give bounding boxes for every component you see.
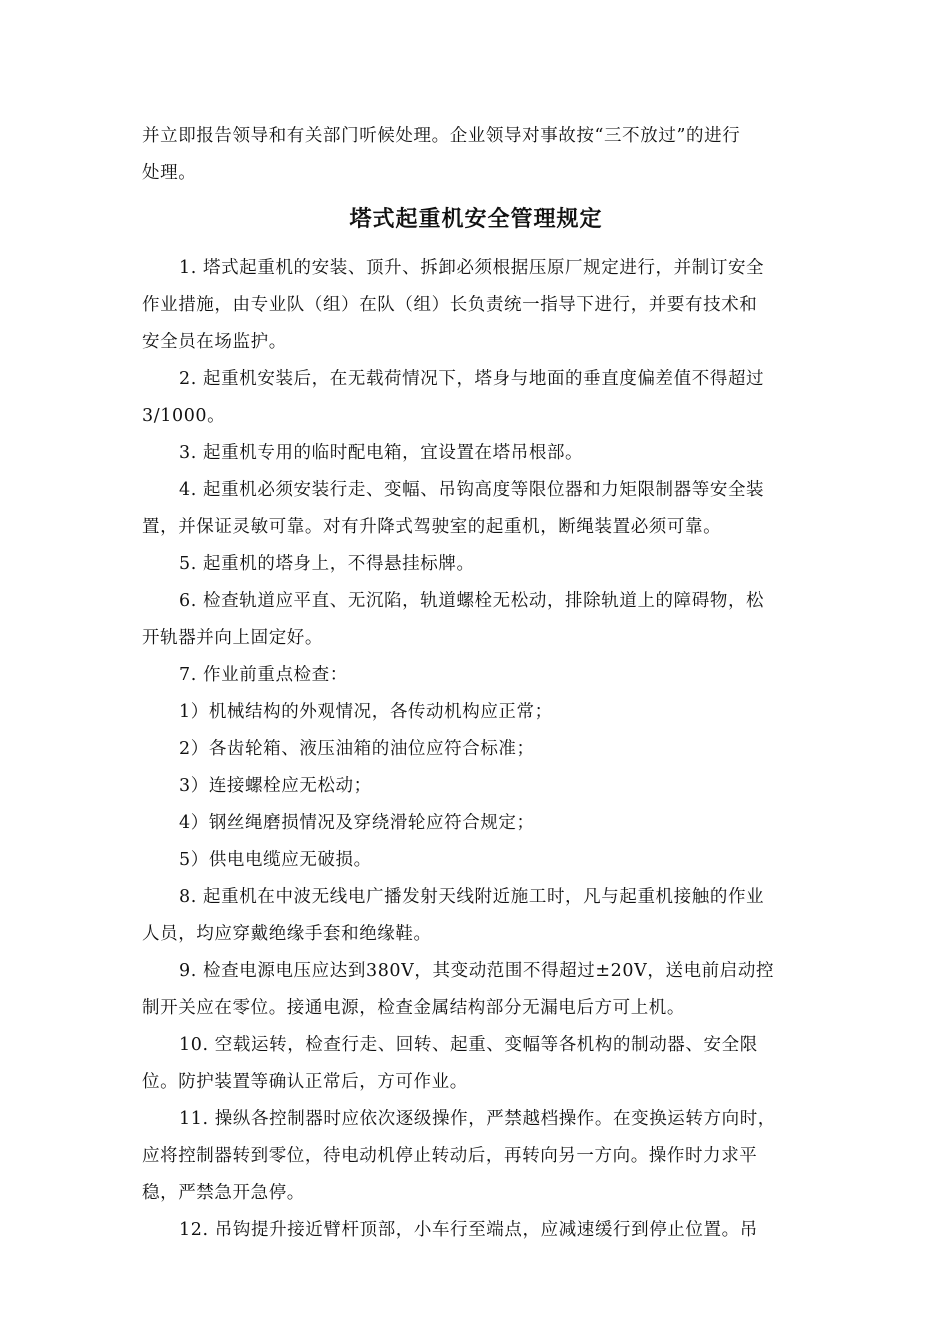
regulation-line: 制开关应在零位。接通电源，检查金属结构部分无漏电后方可上机。: [142, 998, 685, 1018]
regulation-line: 4. 起重机必须安装行走、变幅、吊钩高度等限位器和力矩限制器等安全装: [179, 480, 765, 500]
regulation-line: 2. 起重机安装后，在无载荷情况下，塔身与地面的垂直度偏差值不得超过: [179, 369, 765, 389]
document-body: [142, 118, 810, 1249]
regulation-line: 稳，严禁急开急停。: [142, 1183, 305, 1203]
regulation-line: 5）供电电缆应无破损。: [179, 850, 372, 870]
regulation-line: 安全员在场监护。: [142, 332, 287, 352]
regulation-line: 12. 吊钩提升接近臂杆顶部，小车行至端点，应减速缓行到停止位置。吊: [179, 1220, 758, 1240]
regulation-line: 置，并保证灵敏可靠。对有升降式驾驶室的起重机，断绳装置必须可靠。: [142, 517, 722, 537]
regulation-line: 1. 塔式起重机的安装、顶升、拆卸必须根据压原厂规定进行，并制订安全: [179, 258, 765, 278]
regulation-line: 5. 起重机的塔身上，不得悬挂标牌。: [179, 554, 475, 574]
intro-line: 处理。: [142, 163, 197, 183]
regulation-line: 4）钢丝绳磨损情况及穿绕滑轮应符合规定；: [179, 813, 535, 833]
regulation-line: 10. 空载运转，检查行走、回转、起重、变幅等各机构的制动器、安全限: [179, 1035, 758, 1055]
intro-line: 并立即报告领导和有关部门听候处理。企业领导对事故按“三不放过”的进行: [142, 126, 741, 146]
regulation-line: 11. 操纵各控制器时应依次逐级操作，严禁越档操作。在变换运转方向时，: [179, 1109, 776, 1129]
regulation-line: 7. 作业前重点检查：: [179, 665, 348, 685]
regulation-line: 3/1000。: [142, 406, 226, 426]
regulation-line: 8. 起重机在中波无线电广播发射天线附近施工时，凡与起重机接触的作业: [179, 887, 765, 907]
regulation-line: 位。防护装置等确认正常后，方可作业。: [142, 1072, 468, 1092]
regulation-line: 人员，均应穿戴绝缘手套和绝缘鞋。: [142, 924, 432, 944]
regulation-line: 2）各齿轮箱、液压油箱的油位应符合标准；: [179, 739, 535, 759]
regulation-line: 6. 检查轨道应平直、无沉陷，轨道螺栓无松动，排除轨道上的障碍物，松: [179, 591, 765, 611]
regulation-list: [142, 250, 810, 1249]
regulation-line: 应将控制器转到零位，待电动机停止转动后，再转向另一方向。操作时力求平: [142, 1146, 758, 1166]
regulation-line: 3. 起重机专用的临时配电箱，宜设置在塔吊根部。: [179, 443, 584, 463]
regulation-line: 开轨器并向上固定好。: [142, 628, 323, 648]
regulation-line: 1）机械结构的外观情况，各传动机构应正常；: [179, 702, 553, 722]
regulation-line: 作业措施，由专业队（组）在队（组）长负责统一指导下进行，并要有技术和: [142, 295, 758, 315]
regulation-line: 9. 检查电源电压应达到380V，其变动范围不得超过±20V，送电前启动控: [179, 961, 775, 981]
section-title: 塔式起重机安全管理规定: [349, 207, 603, 232]
regulation-line: 3）连接螺栓应无松动；: [179, 776, 372, 796]
